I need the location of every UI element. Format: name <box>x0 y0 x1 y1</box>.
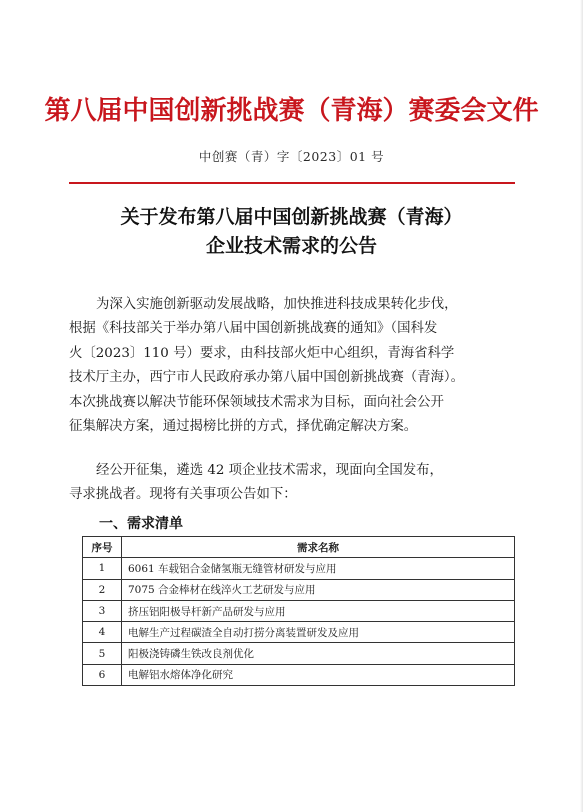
paragraph-line: 火〔2023〕110 号）要求，由科技部火炬中心组织，青海省科学 <box>69 345 455 361</box>
paragraph-line: 寻求挑战者。现将有关事项公告如下： <box>69 487 297 503</box>
row-number: 1 <box>83 558 122 579</box>
red-divider-line <box>69 182 515 184</box>
table-header-number: 序号 <box>83 537 122 558</box>
paragraph-line: 技术厅主办，西宁市人民政府承办第八届中国创新挑战赛（青海）。 <box>69 370 465 386</box>
table-row <box>83 558 515 579</box>
table-header-row <box>83 537 515 558</box>
table-row <box>83 600 515 621</box>
table-row <box>83 664 515 685</box>
paragraph-line: 经公开征集，遴选 42 项企业技术需求，现面向全国发布， <box>96 463 443 478</box>
table-header-name: 需求名称 <box>122 537 515 558</box>
red-header-title: 第八届中国创新挑战赛（青海）赛委会文件 <box>44 96 539 126</box>
paragraph-line: 为深入实施创新驱动发展战略，加快推进科技成果转化步伐， <box>96 297 458 312</box>
section-heading-requirements: 一、需求清单 <box>99 516 183 532</box>
row-requirement-name: 7075 合金棒材在线淬火工艺研发与应用 <box>122 579 515 600</box>
row-requirement-name: 阳极浇铸磷生铁改良剂优化 <box>122 643 515 664</box>
document-number: 中创赛（青）字〔2023〕01 号 <box>198 149 385 164</box>
paragraph-line: 征集解决方案，通过揭榜比拼的方式，择优确定解决方案。 <box>69 419 418 435</box>
announcement-title-line-2: 企业技术需求的公告 <box>205 235 377 257</box>
row-number: 5 <box>83 643 122 664</box>
row-number: 2 <box>83 579 122 600</box>
table-row <box>83 579 515 600</box>
announcement-title <box>0 203 583 261</box>
row-requirement-name: 6061 车载铝合金储氢瓶无缝管材研发与应用 <box>122 558 515 579</box>
row-requirement-name: 电解生产过程碳渣全自动打捞分离装置研发及应用 <box>122 622 515 643</box>
row-number: 3 <box>83 600 122 621</box>
row-number: 6 <box>83 664 122 685</box>
row-requirement-name: 挤压铝阳极导杆新产品研发与应用 <box>122 600 515 621</box>
requirements-table <box>82 536 515 686</box>
row-requirement-name: 电解铝水熔体净化研究 <box>122 664 515 685</box>
table-row <box>83 622 515 643</box>
paragraph-line: 根据《科技部关于举办第八届中国创新挑战赛的通知》（国科发 <box>69 321 438 337</box>
paragraph-line: 本次挑战赛以解决节能环保领域技术需求为目标，面向社会公开 <box>69 394 444 410</box>
table-row <box>83 643 515 664</box>
body-paragraph-1 <box>69 293 515 439</box>
body-paragraph-2 <box>69 459 515 508</box>
row-number: 4 <box>83 622 122 643</box>
announcement-title-line-1: 关于发布第八届中国创新挑战赛（青海） <box>120 206 463 228</box>
